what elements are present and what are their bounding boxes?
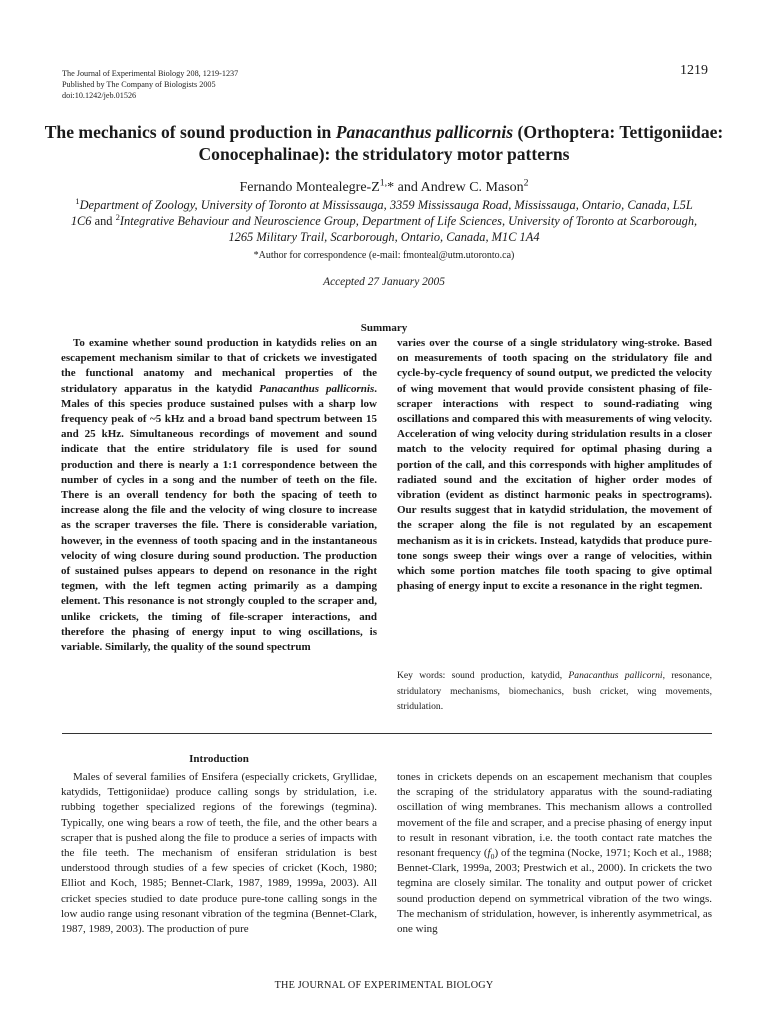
- keywords: [397, 668, 712, 715]
- author-list: [40, 179, 728, 196]
- correspondence-note: *Author for correspondence (e-mail: fmonteal@utm.utoronto.ca): [253, 250, 515, 261]
- summary-left-column: [61, 336, 377, 655]
- summary-heading: Summary: [360, 322, 408, 334]
- publisher-line: Published by The Company of Biologists 2005: [62, 80, 216, 89]
- introduction-right-paragraph: [397, 770, 712, 937]
- affil-1-mark: 1: [75, 195, 80, 206]
- affil-2-text: Integrative Behaviour and Neuroscience Group, Department of Life Sciences, University of Toronto at Scarborough, 1265 Military Trail, Scarborough, Ontario, Canada, M1C 1A4: [119, 214, 698, 244]
- summary-species: Panacanthus pallicornis: [259, 382, 375, 395]
- author-2-affil-mark: 2: [523, 177, 529, 189]
- doi-line: doi:10.1242/jeb.01526: [62, 91, 137, 100]
- title-part-1: The mechanics of sound production in: [44, 122, 336, 142]
- paper-title: [40, 121, 728, 165]
- author-1-name: Fernando Montealegre-Z: [239, 180, 380, 195]
- summary-left-text-a: To examine whether sound production in katydids relies on an escapement mechanism similar to that of crickets we investigated the functional anatomy and mechanical properties of the stridulatory apparatus in the katydid: [61, 337, 377, 395]
- affiliations: [70, 197, 698, 245]
- accepted-date: Accepted 27 January 2005: [323, 276, 445, 288]
- keywords-text-b: , resonance, stridulatory mechanisms, biomechanics, bush cricket, wing movements, stridulation.: [397, 670, 712, 712]
- journal-header: [62, 68, 238, 101]
- frequency-subscript: 0: [490, 852, 495, 862]
- page-number: 1219: [680, 63, 708, 78]
- introduction-heading: Introduction: [189, 753, 249, 765]
- author-1-affil-mark: 1,: [379, 177, 388, 189]
- affil-1-text: Department of Zoology, University of Toronto at Mississauga, 3359 Mississauga Road, Mississauga, Ontario, Canada, L5L 1C6: [70, 198, 693, 228]
- journal-footer: THE JOURNAL OF EXPERIMENTAL BIOLOGY: [274, 980, 494, 991]
- keywords-species: Panacanthus pallicorni: [568, 670, 663, 681]
- journal-citation: The Journal of Experimental Biology 208, 1219-1237: [62, 69, 239, 78]
- section-divider: [62, 733, 712, 734]
- introduction-right-column: [397, 770, 712, 937]
- summary-left-text-b: . Males of this species produce sustained pulses with a sharp low frequency peak of ~5 kHz and a broad band spectrum between 15 and 25 kHz. Simultaneous recordings of movement and sound indicate that the entire stridulatory file is used for sound production and there is nearly a 1:1 correspondence between the number of cycles in a song and the number of teeth on the file. There is an overall tendency for both the spacing of teeth to increase along the file and the velocity of wing closure to increase as the scraper traverses the file. There is considerable variation, however, in the evenness of tooth spacing and in the instantaneous velocity of wing closure during sound production. The production of sustained pulses appears to depend on resonance in the right tegmen, with the left tegmen acting primarily as a damping element. This resonance is not strongly coupled to the scraper and, unlike crickets, the timing of file-scraper interactions, and therefore the phasing of energy input to wing oscillations, is variable. Similarly, the quality of the sound spectrum: [61, 382, 377, 654]
- title-part-2: (Orthoptera: Tettigoniidae: Conocephalinae): the stridulatory motor patterns: [198, 122, 724, 164]
- summary-right-paragraph: varies over the course of a single stridulatory wing-stroke. Based on measurements of tooth spacing on the stridulatory file and cycle-by-cycle frequency of sound output, we predicted the velocity of wing movement that would provide consistent phasing of file-scraper interactions with respect to sound-radiating wing oscillations and compared this with measurements of wing velocity. Acceleration of wing velocity during stridulation results in a closer match to the velocity required for optimal phasing during a portion of the call, and this corresponds with higher amplitudes of radiated sound and the excitation of higher order modes of vibration (evident as distinct harmonic peaks in spectrograms). Our results suggest that in katydid stridulation, the movement of the scraper along the file is not regulated by an escapement mechanism as it is in crickets. Instead, katydids that produce pure-tone songs sweep their wings over a range of velocities, within which some portion matches file tooth spacing to give optimal phasing of energy input to excite a resonance in the right tegmen.: [397, 337, 712, 593]
- intro-right-text-b: ) of the tegmina (Nocke, 1971; Koch et al., 1988; Bennet-Clark, 1999a, 2003; Prestwich et al., 2000). In crickets the two tegmina are closely similar. The tonality and output power of cricket sound production depend on symmetrical vibration of the two wings. The mechanism of stridulation, however, is inherently asymmetrical, as one wing: [397, 847, 712, 936]
- author-2-name: Andrew C. Mason: [420, 180, 524, 195]
- introduction-left-paragraph: Males of several families of Ensifera (especially crickets, Gryllidae, katydids, Tettigoniidae) produce calling songs by stridulation, i.e. rubbing together specialized regions of the forewings (tegmina). Typically, one wing bears a row of teeth, the file, and the other bears a scraper that is pushed along the file to produce a series of impacts with the file teeth. The mechanism of ensiferan stridulation is best understood through studies of a few species of cricket (Koch, 1980; Elliot and Koch, 1985; Bennet-Clark, 1987, 1989, 1999a, 2003). All cricket species studied to date produce pure-tone calling songs in the low audio range using resonant vibration of the tegmina (Bennet-Clark, 1987, 1989, 2003). The production of pure: [61, 771, 377, 936]
- affil-joiner: and: [91, 214, 116, 228]
- introduction-left-column: [61, 770, 377, 937]
- intro-right-text-a: tones in crickets depends on an escapement mechanism that couples the scraping of the stridulatory apparatus with the sound-radiating oscillation of wing membranes. This mechanism allows a controlled movement of the file and scraper, and a precise phasing of energy input to result in resonant vibration, i.e. the tooth contact rate matches the resonant frequency (: [397, 771, 712, 860]
- frequency-symbol: f: [487, 847, 491, 860]
- author-joiner: and: [394, 180, 421, 195]
- title-species: Panacanthus pallicornis: [335, 122, 514, 142]
- summary-right-column: [397, 336, 712, 594]
- keywords-text-a: Key words: sound production, katydid,: [397, 670, 569, 681]
- affil-2-mark: 2: [115, 211, 120, 222]
- summary-left-paragraph: [61, 336, 377, 655]
- corresponding-star: *: [387, 180, 395, 195]
